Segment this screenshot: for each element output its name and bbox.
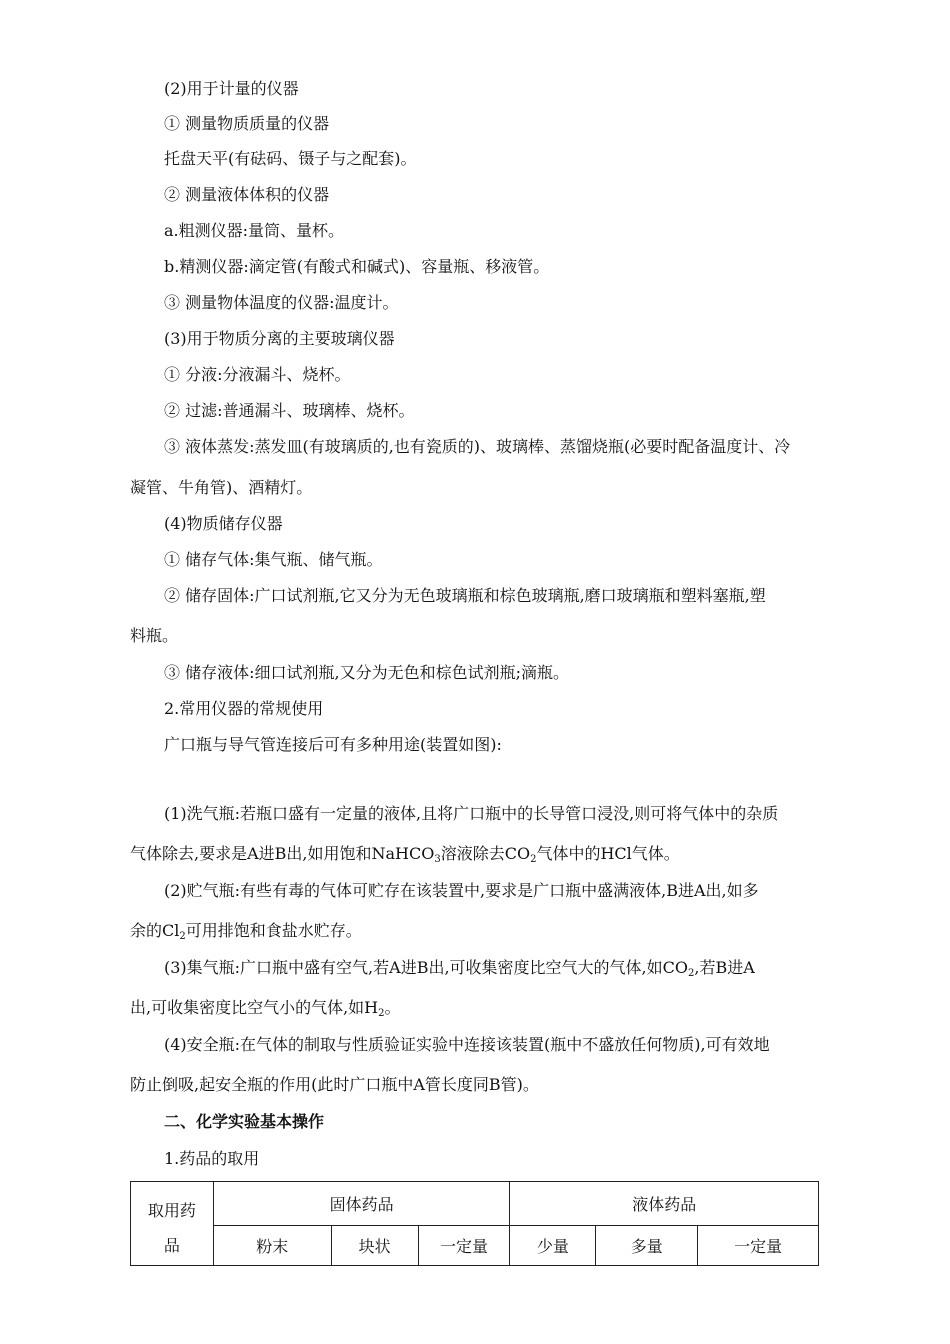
table-cell: 粉末 <box>213 1225 331 1265</box>
text-line: (2)贮气瓶:有些有毒的气体可贮存在该装置中,要求是广口瓶中盛满液体,B进A出,如多 <box>164 881 759 900</box>
drug-taking-table <box>130 1181 819 1266</box>
text-line: ① 测量物质质量的仪器 <box>164 114 330 133</box>
text-line: 托盘天平(有砝码、镊子与之配套)。 <box>164 149 417 168</box>
sub-heading: 1.药品的取用 <box>164 1149 260 1168</box>
text-line: 余的$Cl_2$可用排饱和食盐水贮存。 <box>130 921 362 942</box>
table-cell: 一定量 <box>418 1225 510 1265</box>
row-header-cell: 取用药 <box>131 1182 214 1226</box>
section-heading: 二、化学实验基本操作 <box>164 1112 325 1131</box>
table-cell: 少量 <box>510 1225 596 1265</box>
solid-header-cell: 固体药品 <box>213 1182 510 1226</box>
text-line: ② 储存固体:广口试剂瓶,它又分为无色玻璃瓶和棕色玻璃瓶,磨口玻璃瓶和塑料塞瓶,塑 <box>164 586 766 605</box>
text-line: ③ 液体蒸发:蒸发皿(有玻璃质的,也有瓷质的)、玻璃棒、蒸馏烧瓶(必要时配备温度计、冷 <box>164 437 791 456</box>
text-line: 凝管、牛角管)、酒精灯。 <box>130 478 313 497</box>
text-line: b.精测仪器:滴定管(有酸式和碱式)、容量瓶、移液管。 <box>164 257 550 276</box>
text-line: 出,可收集密度比空气小的气体,如$H_2$。 <box>130 998 401 1019</box>
table-cell: 块状 <box>331 1225 418 1265</box>
text-line: (4)安全瓶:在气体的制取与性质验证实验中连接该装置(瓶中不盛放任何物质),可有效地 <box>164 1035 770 1054</box>
text-line: (3)集气瓶:广口瓶中盛有空气,若A进B出,可收集密度比空气大的气体,如$CO_2$,若B进A <box>164 958 755 979</box>
text-line: (1)洗气瓶:若瓶口盛有一定量的液体,且将广口瓶中的长导管口浸没,则可将气体中的杂质 <box>164 804 779 823</box>
text-line: ③ 储存液体:细口试剂瓶,又分为无色和棕色试剂瓶;滴瓶。 <box>164 663 569 682</box>
text-line: 防止倒吸,起安全瓶的作用(此时广口瓶中A管长度同B管)。 <box>130 1075 539 1094</box>
liquid-header-cell: 液体药品 <box>510 1182 819 1226</box>
text-line: (3)用于物质分离的主要玻璃仪器 <box>164 329 395 348</box>
text-line: 气体除去,要求是A进B出,如用饱和NaHCO$_3$溶液除去$CO_2$气体中的HCl气体。 <box>130 844 680 865</box>
text-line: 广口瓶与导气管连接后可有多种用途(装置如图): <box>164 735 502 754</box>
text-line: ② 测量液体体积的仪器 <box>164 185 330 204</box>
text-line: 2.常用仪器的常规使用 <box>164 699 324 718</box>
text-line: ① 储存气体:集气瓶、储气瓶。 <box>164 550 383 569</box>
text-line: ① 分液:分液漏斗、烧杯。 <box>164 365 351 384</box>
text-line: (2)用于计量的仪器 <box>164 79 299 98</box>
row-header-cell: 品 <box>131 1225 214 1265</box>
table-cell: 一定量 <box>698 1225 819 1265</box>
text-line: (4)物质储存仪器 <box>164 514 283 533</box>
text-line: ② 过滤:普通漏斗、玻璃棒、烧杯。 <box>164 401 415 420</box>
table-cell: 多量 <box>596 1225 698 1265</box>
text-line: 料瓶。 <box>130 626 179 645</box>
text-line: a.粗测仪器:量筒、量杯。 <box>164 221 345 240</box>
text-line: ③ 测量物体温度的仪器:温度计。 <box>164 293 399 312</box>
